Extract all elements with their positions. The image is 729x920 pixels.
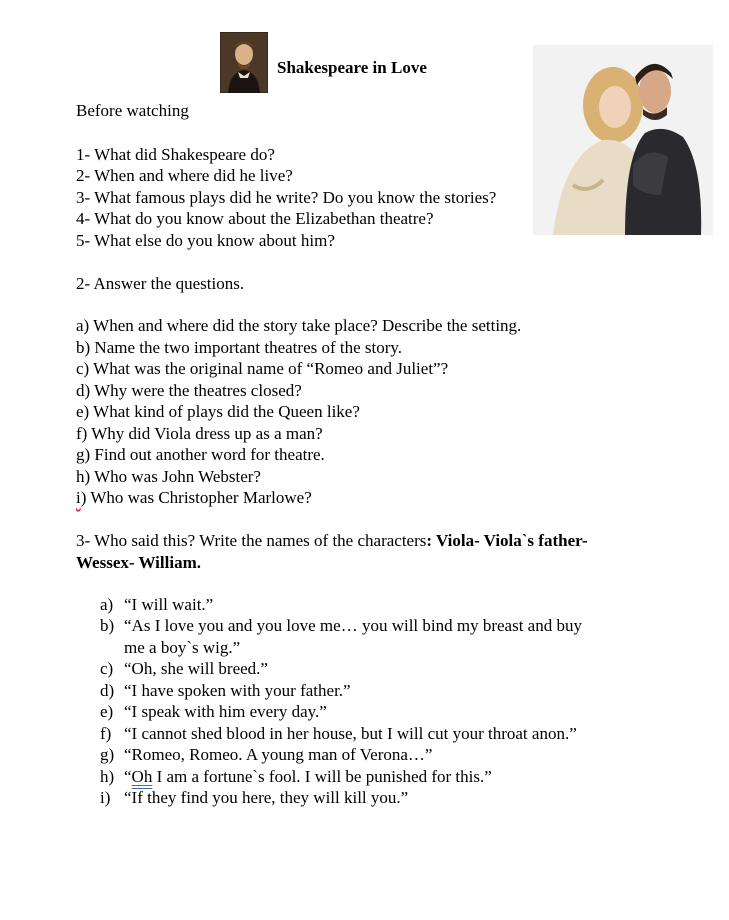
quote-text — [124, 766, 492, 787]
quote-text: “I cannot shed blood in her house, but I will cut your throat anon.” — [124, 724, 577, 743]
quote-marker: a) — [100, 595, 114, 614]
quote-text: “If they find you here, they will kill you.” — [124, 788, 409, 807]
page-title: Shakespeare in Love — [277, 58, 427, 77]
film-couple-photo — [533, 45, 713, 235]
quote-text: “I have spoken with your father.” — [124, 681, 351, 700]
quote-marker: b) — [100, 616, 115, 635]
quote-text: “Romeo, Romeo. A young man of Verona…” — [124, 745, 433, 764]
quote-rest: I am a fortune`s fool. I will be punished for this.” — [152, 767, 492, 786]
quote-text: “As I love you and you love me… you will bind my breast and buy — [124, 616, 582, 635]
quotes-list — [0, 594, 729, 814]
section-3-heading — [76, 530, 588, 551]
quote-marker: d) — [100, 681, 115, 700]
quote-underlined-word: Oh — [131, 767, 153, 786]
question-b: b) Name the two important theatres of the story. — [76, 338, 403, 357]
question-a: a) When and where did the story take place? Describe the setting. — [76, 316, 522, 335]
question-h: h) Who was John Webster? — [76, 467, 261, 486]
question-g: g) Find out another word for theatre. — [76, 445, 325, 464]
before-question-5: 5- What else do you know about him? — [76, 231, 335, 250]
quote-text: me a boy`s wig.” — [124, 638, 241, 657]
before-question-2: 2- When and where did he live? — [76, 166, 293, 185]
quote-marker: g) — [100, 745, 115, 764]
quote-marker: c) — [100, 659, 114, 678]
before-question-1: 1- What did Shakespeare do? — [76, 145, 275, 164]
before-question-4: 4- What do you know about the Elizabethan theatre? — [76, 209, 434, 228]
quote-marker: h) — [100, 767, 115, 786]
quote-marker: f) — [100, 724, 112, 743]
quote-text: “Oh, she will breed.” — [124, 659, 268, 678]
shakespeare-portrait-image — [220, 32, 268, 93]
quote-marker: i) — [100, 788, 111, 807]
quote-open-mark: “ — [124, 767, 132, 786]
quote-text: “I will wait.” — [124, 595, 214, 614]
section-3-names-2: Wessex- William. — [76, 553, 201, 572]
section-3-names-1: : Viola- Viola`s father- — [426, 531, 588, 550]
quote-marker: e) — [100, 702, 114, 721]
quote-text: “I speak with him every day.” — [124, 702, 327, 721]
question-e: e) What kind of plays did the Queen like? — [76, 402, 360, 421]
before-question-3: 3- What famous plays did he write? Do you know the stories? — [76, 188, 497, 207]
section-3-intro: 3- Who said this? Write the names of the characters — [76, 531, 427, 550]
question-d: d) Why were the theatres closed? — [76, 381, 302, 400]
question-i: i) Who was Christopher Marlowe? — [76, 488, 312, 507]
question-f: f) Why did Viola dress up as a man? — [76, 424, 323, 443]
spellcheck-mark: i — [76, 488, 81, 507]
question-c: c) What was the original name of “Romeo and Juliet”? — [76, 359, 449, 378]
before-watching-heading: Before watching — [76, 101, 189, 120]
section-2-heading: 2- Answer the questions. — [76, 274, 245, 293]
